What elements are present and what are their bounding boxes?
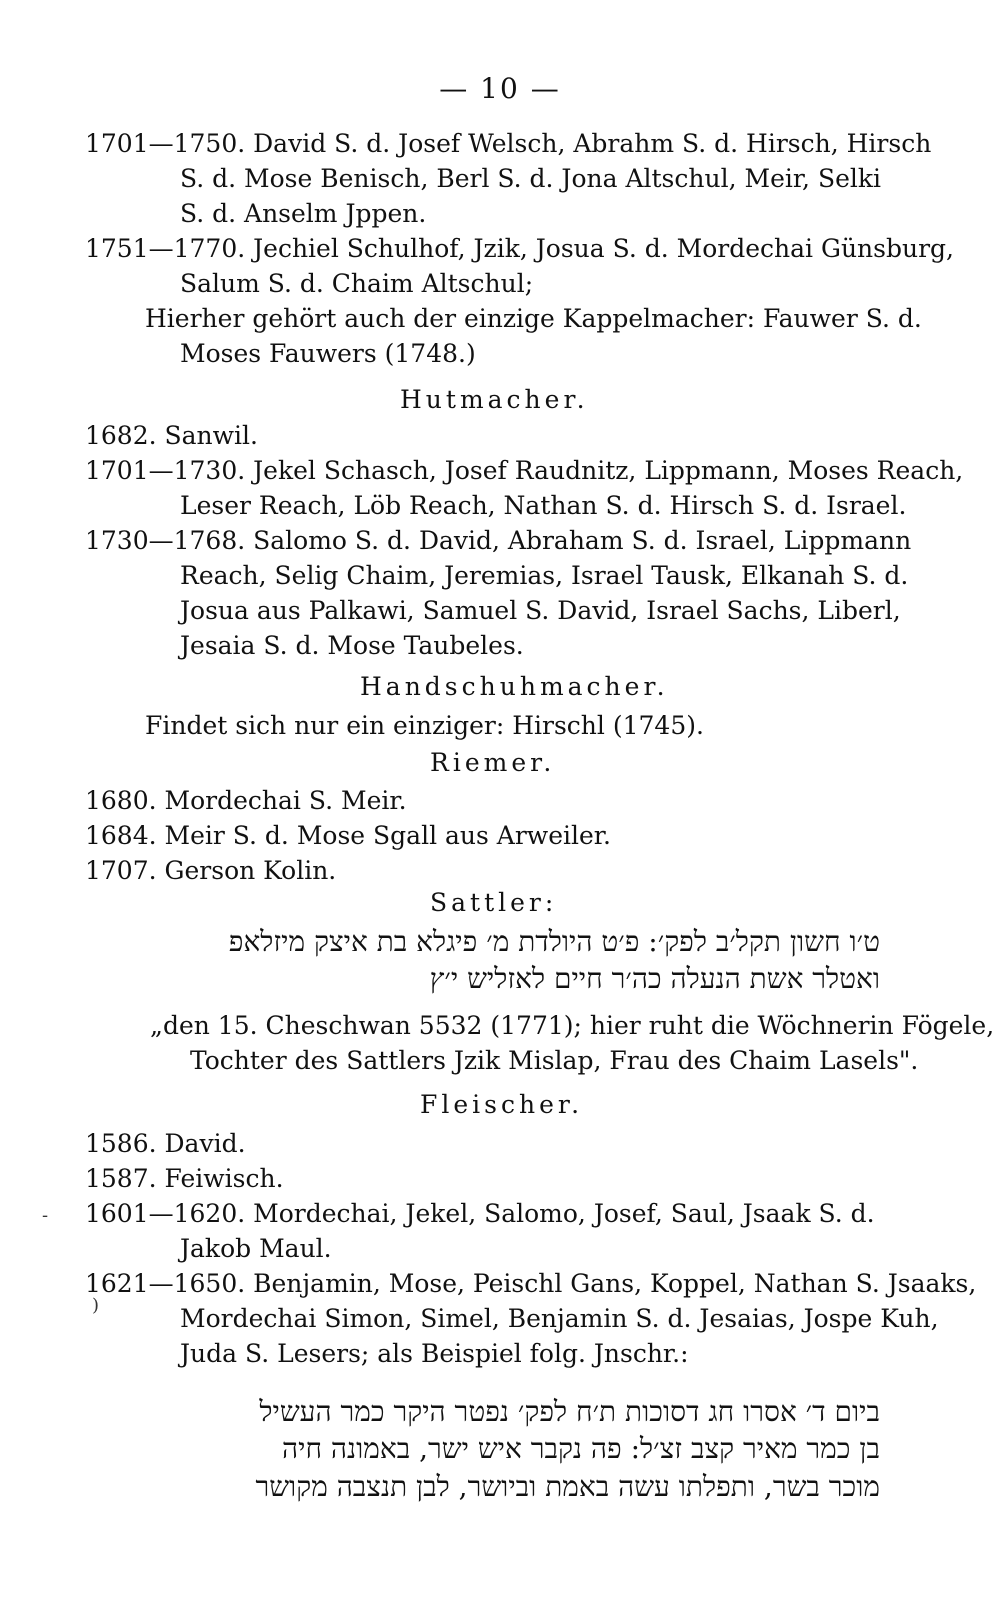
hebrew-line: ביום ד׳ אסרו חג דסוכות ת׳ח לפק׳ נפטר היקר כמר העשיל <box>259 1395 880 1428</box>
text-line: 1680. Mordechai S. Meir. <box>85 786 407 815</box>
hebrew-line: בן כמר מאיר קצב זצ׳ל: פה נקבר איש ישר, באמונה חיה <box>282 1432 880 1465</box>
page-number: — 10 — <box>439 72 561 105</box>
text-line: 1701—1730. Jekel Schasch, Josef Raudnitz, Lippmann, Moses Reach, <box>85 456 964 485</box>
text-line: 1701—1750. David S. d. Josef Welsch, Abrahm S. d. Hirsch, Hirsch <box>85 129 932 158</box>
section-heading: Handschuhmacher. <box>360 672 669 701</box>
text-line: Findet sich nur ein einziger: Hirschl (1745). <box>145 711 704 740</box>
text-line: Jesaia S. d. Mose Taubeles. <box>180 631 524 660</box>
text-line: 1601—1620. Mordechai, Jekel, Salomo, Josef, Saul, Jsaak S. d. <box>85 1199 875 1228</box>
text-line: Leser Reach, Löb Reach, Nathan S. d. Hirsch S. d. Israel. <box>180 491 907 520</box>
text-line: 1682. Sanwil. <box>85 421 258 450</box>
text-line: Hierher gehört auch der einzige Kappelmacher: Fauwer S. d. <box>145 304 922 333</box>
text-line: Tochter des Sattlers Jzik Mislap, Frau des Chaim Lasels". <box>190 1046 919 1075</box>
margin-mark: ) <box>92 1295 100 1316</box>
text-line: Juda S. Lesers; als Beispiel folg. Jnschr.: <box>180 1339 689 1368</box>
text-line: 1587. Feiwisch. <box>85 1164 284 1193</box>
section-heading: Riemer. <box>430 748 556 777</box>
text-line: 1684. Meir S. d. Mose Sgall aus Arweiler. <box>85 821 611 850</box>
text-line: 1751—1770. Jechiel Schulhof, Jzik, Josua S. d. Mordechai Günsburg, <box>85 234 954 263</box>
text-line: 1707. Gerson Kolin. <box>85 856 337 885</box>
hebrew-line: ואטלר אשת הנעלה כה׳ר חיים לאזליש י׳ץ <box>429 962 880 995</box>
text-line: Mordechai Simon, Simel, Benjamin S. d. Jesaias, Jospe Kuh, <box>180 1304 939 1333</box>
text-line: 1586. David. <box>85 1129 246 1158</box>
text-line: Moses Fauwers (1748.) <box>180 339 476 368</box>
hebrew-line: מוכר בשר, ותפלתו עשה באמת וביושר, לבן תנצבה מקושר <box>255 1470 880 1503</box>
section-heading: Hutmacher. <box>400 385 589 414</box>
text-line: „den 15. Cheschwan 5532 (1771); hier ruht die Wöchnerin Fögele, <box>150 1011 995 1040</box>
text-line: 1621—1650. Benjamin, Mose, Peischl Gans, Koppel, Nathan S. Jsaaks, <box>85 1269 977 1298</box>
text-line: Jakob Maul. <box>180 1234 332 1263</box>
text-line: Salum S. d. Chaim Altschul; <box>180 269 534 298</box>
section-heading: Sattler: <box>430 888 558 917</box>
text-line: 1730—1768. Salomo S. d. David, Abraham S. d. Israel, Lippmann <box>85 526 912 555</box>
text-line: Reach, Selig Chaim, Jeremias, Israel Tausk, Elkanah S. d. <box>180 561 909 590</box>
text-line: S. d. Mose Benisch, Berl S. d. Jona Altschul, Meir, Selki <box>180 164 882 193</box>
margin-mark: - <box>42 1205 49 1226</box>
text-line: Josua aus Palkawi, Samuel S. David, Israel Sachs, Liberl, <box>180 596 901 625</box>
hebrew-line: ט׳ו חשון תקל׳ב לפק׳: פ׳ט היולדת מ׳ פיגלא בת איצק מיזלאפ <box>228 925 880 958</box>
section-heading: Fleischer. <box>420 1090 584 1119</box>
text-line: S. d. Anselm Jppen. <box>180 199 427 228</box>
